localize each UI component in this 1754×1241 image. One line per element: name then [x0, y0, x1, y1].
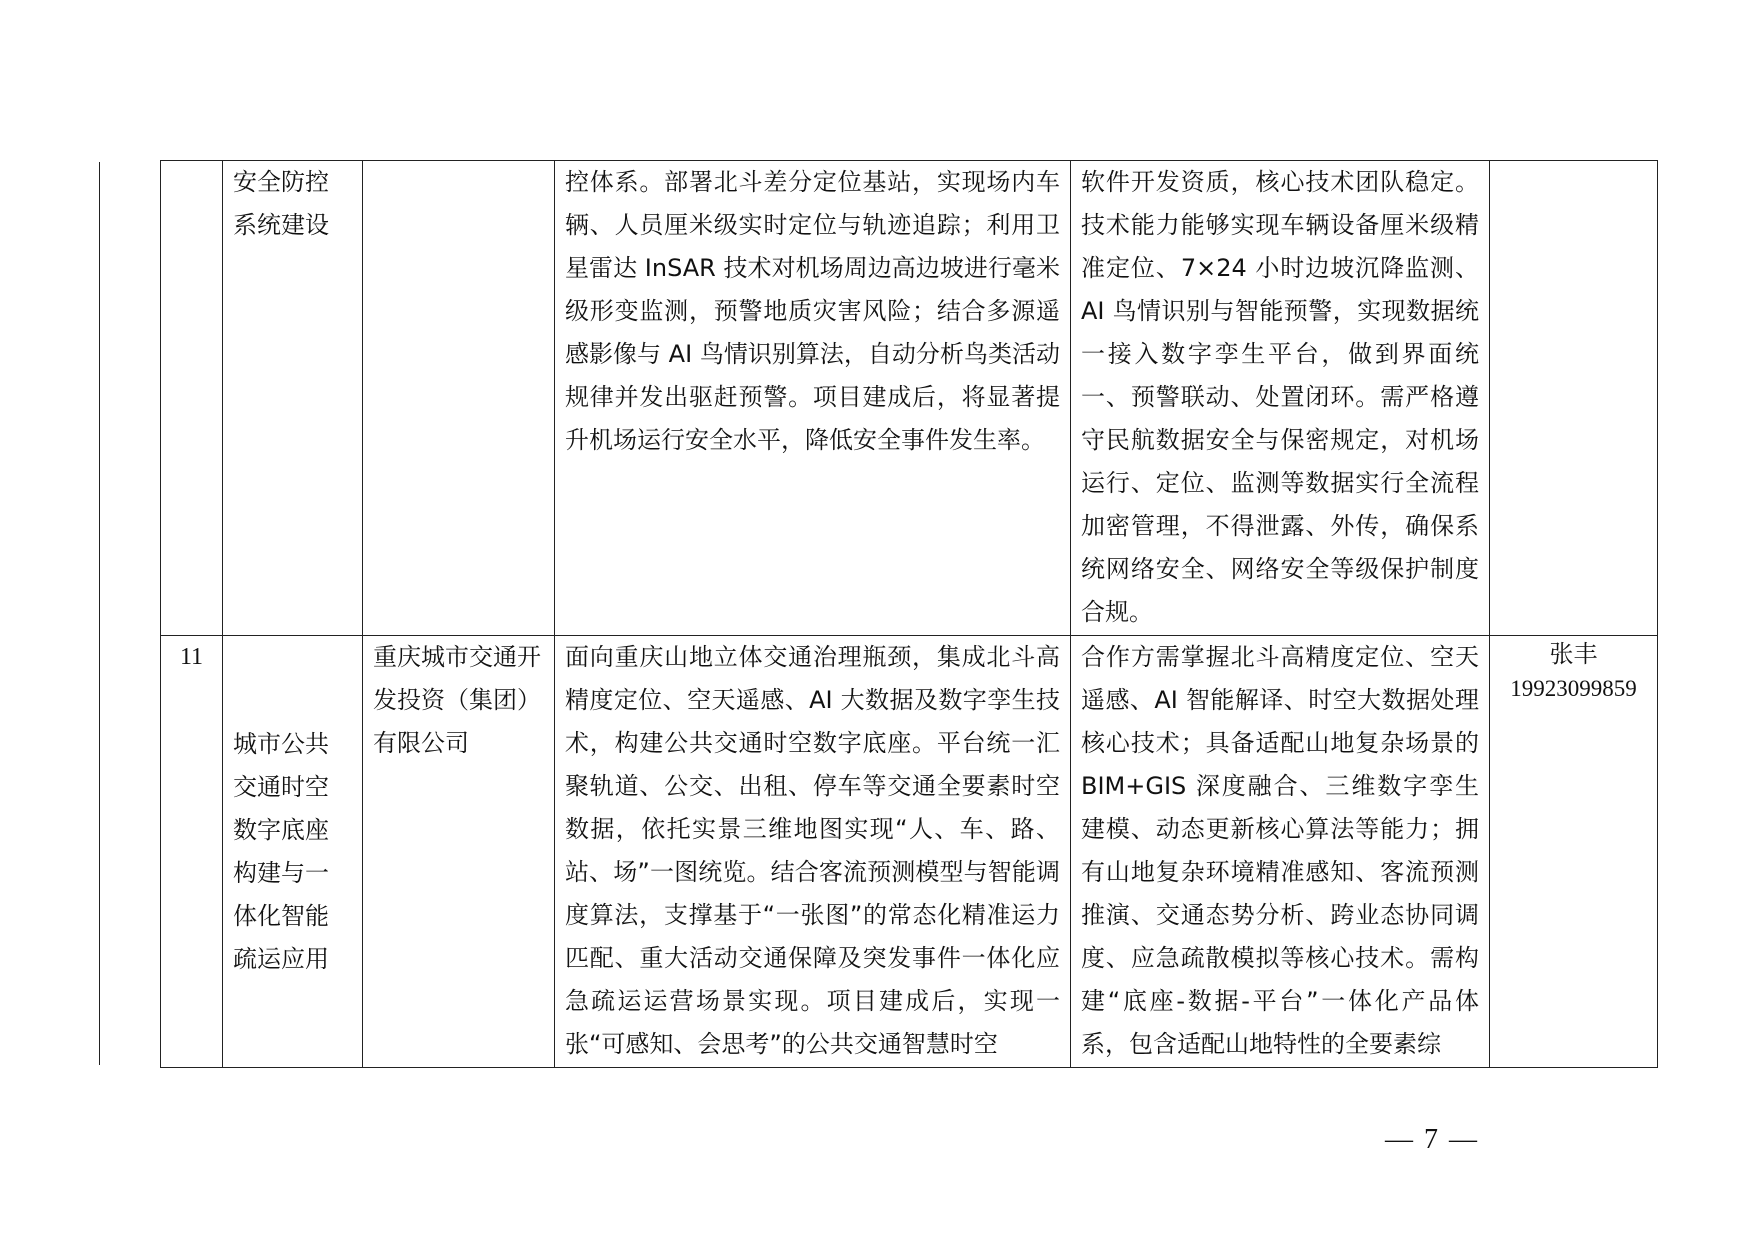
owner-unit: 重庆城市交通开发投资（集团）有限公司 [363, 636, 555, 1068]
contact-cell [1490, 636, 1658, 1068]
row-number [161, 161, 223, 636]
contact-phone: 19923099859 [1510, 676, 1637, 701]
table-row [161, 636, 1658, 1068]
project-name: 城市公共交通时空数字底座构建与一体化智能疏运应用 [223, 636, 363, 1068]
partner-requirements: 软件开发资质，核心技术团队稳定。技术能力能够实现车辆设备厘米级精准定位、7×24 小时边坡沉降监测、AI 鸟情识别与智能预警，实现数据统一接入数字孪生平台，做到界面统一、预警联动、处置闭环。需严格遵守民航数据安全与保密规定，对机场运行、定位、监测等数据实行全流程加密管理，不得泄露、外传，确保系统网络安全、网络安全等级保护制度合规。 [1071, 161, 1490, 636]
page-number: — 7 — [1385, 1124, 1479, 1155]
project-name: 安全防控系统建设 [223, 161, 363, 636]
row-number: 11 [161, 636, 223, 1068]
partner-requirements: 合作方需掌握北斗高精度定位、空天遥感、AI 智能解译、时空大数据处理核心技术；具备适配山地复杂场景的 BIM+GIS 深度融合、三维数字孪生建模、动态更新核心算法等能力；拥有山地复杂环境精准感知、客流预测推演、交通态势分析、跨业态协同调度、应急疏散模拟等核心技术。需构建“底座-数据-平台”一体化产品体系，包含适配山地特性的全要素综 [1071, 636, 1490, 1068]
left-margin-rule [99, 162, 100, 1065]
owner-unit [363, 161, 555, 636]
project-table [160, 160, 1658, 1068]
contact-name: 张丰 [1549, 640, 1598, 668]
table-row [161, 161, 1658, 636]
project-description: 控体系。部署北斗差分定位基站，实现场内车辆、人员厘米级实时定位与轨迹追踪；利用卫星雷达 InSAR 技术对机场周边高边坡进行毫米级形变监测，预警地质灾害风险；结合多源遥感影像与 AI 鸟情识别算法，自动分析鸟类活动规律并发出驱赶预警。项目建成后，将显著提升机场运行安全水平，降低安全事件发生率。 [555, 161, 1071, 636]
project-description: 面向重庆山地立体交通治理瓶颈，集成北斗高精度定位、空天遥感、AI 大数据及数字孪生技术，构建公共交通时空数字底座。平台统一汇聚轨道、公交、出租、停车等交通全要素时空数据，依托实景三维地图实现“人、车、路、站、场”一图统览。结合客流预测模型与智能调度算法，支撑基于“一张图”的常态化精准运力匹配、重大活动交通保障及突发事件一体化应急疏运运营场景实现。项目建成后，实现一张“可感知、会思考”的公共交通智慧时空 [555, 636, 1071, 1068]
contact-cell [1490, 161, 1658, 636]
